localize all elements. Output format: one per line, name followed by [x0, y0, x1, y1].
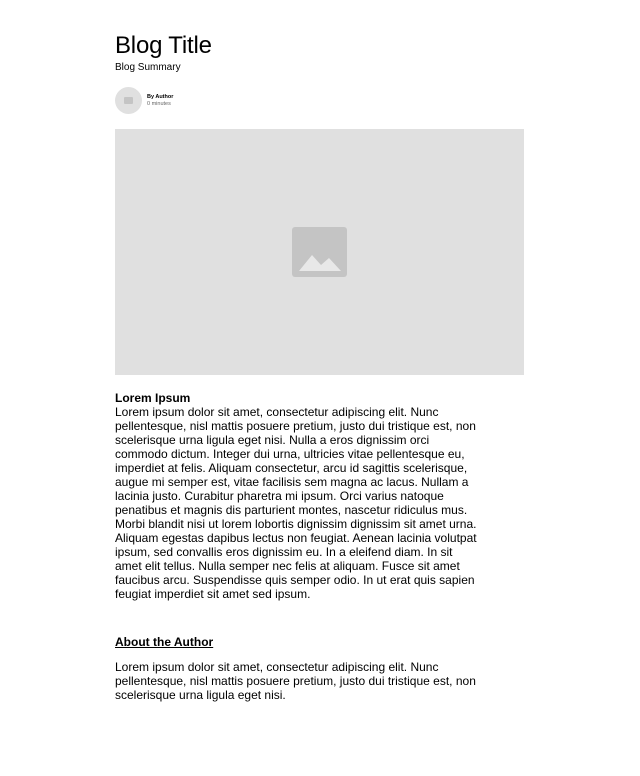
blog-title: Blog Title [115, 32, 212, 59]
article-heading: Lorem Ipsum [115, 391, 191, 405]
image-placeholder-icon [124, 97, 133, 104]
article-section [115, 391, 480, 601]
image-placeholder-icon [292, 227, 347, 277]
blog-page [115, 30, 525, 702]
author-name[interactable]: By Author [147, 93, 174, 100]
avatar[interactable] [115, 87, 142, 114]
article-body: Lorem ipsum dolor sit amet, consectetur adipiscing elit. Nunc pellentesque, nisl mattis posuere pretium, justo dui tristique est, non scelerisque urna ligula eget nisi. Nulla a eros dignissim orci commodo dictum. Integer dui urna, ultricies vitae pellentesque eu, imperdiet at felis. Aliquam consectetur, arcu id sagittis scelerisque, augue mi semper est, vitae facilisis sem magna ac lacus. Nullam a lacinia justo. Curabitur pharetra mi ipsum. Orci varius natoque penatibus et magnis dis parturient montes, nascetur ridiculus mus. Morbi blandit nisi ut lorem lobortis dignissim dignissim sit amet urna. Aliquam egestas dapibus lectus non feugiat. Aenean lacinia volutpat ipsum, sed convallis eros dignissim eu. In a eleifend diam. In sit amet elit tellus. Nulla semper nec felis at aliquam. Fusce sit amet faucibus arcu. Suspendisse quis semper odio. In ut erat quis sapien feugiat imperdiet sit amet sed ipsum. [115, 405, 477, 601]
hero-image [115, 129, 524, 375]
about-author-section [115, 635, 480, 702]
author-meta [147, 94, 173, 108]
about-author-body: Lorem ipsum dolor sit amet, consectetur adipiscing elit. Nunc pellentesque, nisl mattis posuere pretium, justo dui tristique est, non scelerisque urna ligula eget nisi. [115, 660, 476, 702]
author-row [115, 87, 173, 114]
about-author-heading[interactable]: About the Author [115, 635, 214, 649]
blog-summary: Blog Summary [115, 62, 181, 73]
read-time: 0 minutes [147, 100, 171, 107]
